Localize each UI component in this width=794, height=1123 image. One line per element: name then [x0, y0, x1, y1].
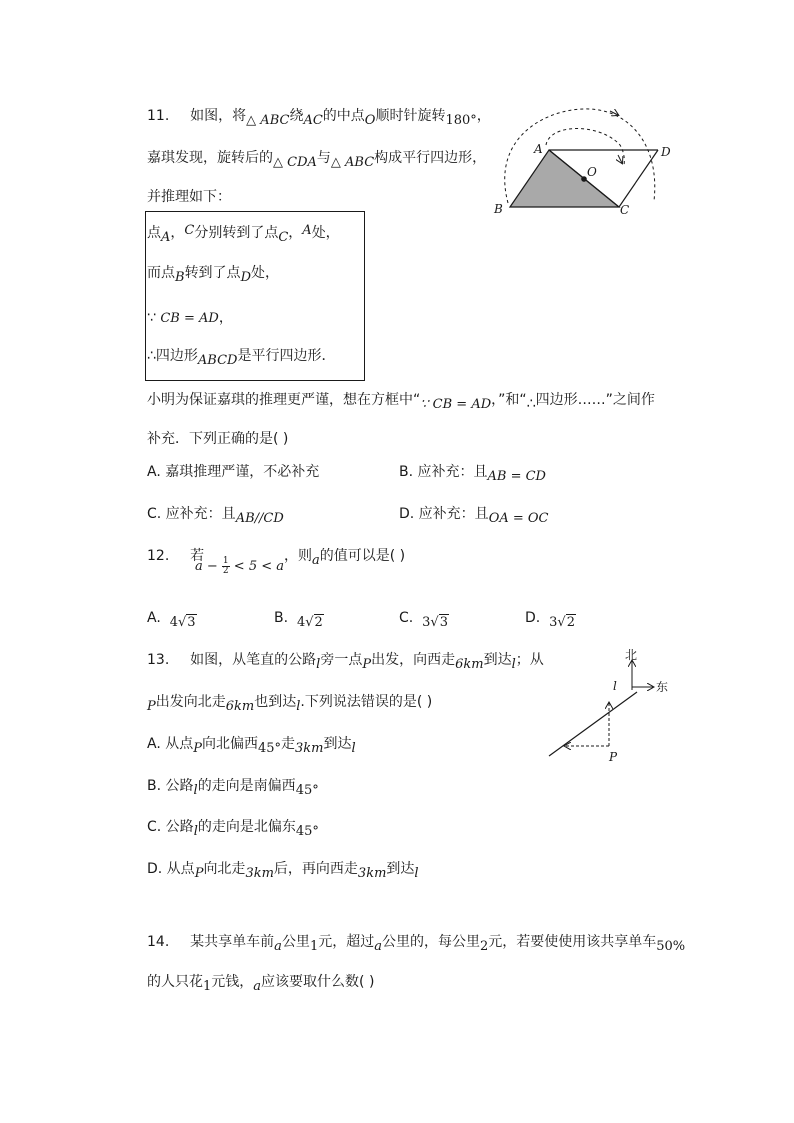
q11-option-c[interactable]: C. 应补充：且AB//CD	[147, 506, 284, 526]
segment-dc	[619, 150, 658, 207]
q11-line4: 小明为保证嘉琪的推理更严谨，想在方框中“∵ CB = AD，”和“∴四边形……”之间作	[147, 392, 655, 412]
q13-line1: 13. 如图，从笔直的公路l旁一点P出发，向西走6km到达l；从	[147, 652, 544, 672]
parallelogram-rotation-figure	[490, 105, 690, 215]
q11-line5: 补充．下列正确的是( )	[147, 431, 289, 447]
q13-option-a[interactable]: A. 从点P向北偏西45°走3km到达l	[147, 736, 356, 756]
q13-number: 13.	[147, 652, 170, 668]
label-c: C	[620, 203, 630, 215]
label-d: D	[661, 145, 671, 159]
q12-number: 12.	[147, 548, 170, 564]
box-line-2: 而点B转到了点D处，	[147, 265, 279, 285]
q13-option-c[interactable]: C. 公路l的走向是北偏东45°	[147, 819, 319, 839]
q12-option-b[interactable]: B. 4√2	[274, 610, 323, 630]
q11-option-a[interactable]: A. 嘉琪推理严谨，不必补充	[147, 464, 320, 480]
q11-option-b[interactable]: B. 应补充：且AB = CD	[399, 464, 546, 484]
q12-option-c[interactable]: C. 3√3	[399, 610, 448, 630]
q14-line2: 的人只花1元钱，a应该要取什么数( )	[147, 974, 375, 994]
box-line-3: ∵ CB = AD，	[147, 310, 233, 326]
east-label: 东	[656, 680, 669, 694]
q11-option-d[interactable]: D. 应补充：且OA = OC	[399, 506, 549, 526]
q12-option-a[interactable]: A. 4√3	[147, 610, 196, 630]
label-p: P	[609, 750, 618, 764]
q13-line2: P出发向北走6km也到达l.下列说法错误的是( )	[147, 694, 433, 714]
q11-line1: 11. 如图，将△ ABC绕AC的中点O顺时针旋转180°，	[147, 108, 491, 128]
q13-option-b[interactable]: B. 公路l的走向是南偏西45°	[147, 778, 319, 798]
box-line-4: ∴四边形ABCD是平行四边形．	[147, 348, 336, 368]
q11-number: 11.	[147, 108, 170, 124]
road-direction-figure	[545, 645, 685, 765]
label-o: O	[587, 165, 597, 179]
label-b: B	[494, 202, 503, 215]
inner-arc-arrow	[618, 155, 622, 163]
box-line-1: 点A，C分别转到了点C，A处，	[147, 223, 340, 245]
label-a: A	[534, 142, 543, 156]
triangle-abc-shaded	[510, 150, 619, 207]
q13-option-d[interactable]: D. 从点P向北走3km后，再向西走3km到达l	[147, 861, 419, 881]
q14-line1: 14. 某共享单车前a公里1元，超过a公里的，每公里2元，若要使使用该共享单车50%	[147, 934, 686, 954]
point-o	[581, 176, 587, 182]
q12-option-d[interactable]: D. 3√2	[525, 610, 575, 630]
q11-line2: 嘉琪发现，旋转后的△ CDA与△ ABC构成平行四边形，	[147, 150, 487, 170]
q11-line3: 并推理如下：	[147, 189, 231, 205]
label-l: l	[613, 679, 617, 693]
q12-line: 12. 若	[147, 548, 205, 564]
q14-number: 14.	[147, 934, 170, 950]
q12-inequality: a − $\frac{1}{2}$ < 5 < a	[195, 556, 285, 576]
north-label: 北	[625, 648, 638, 662]
q12-tail: ，则a的值可以是( )	[284, 548, 406, 568]
